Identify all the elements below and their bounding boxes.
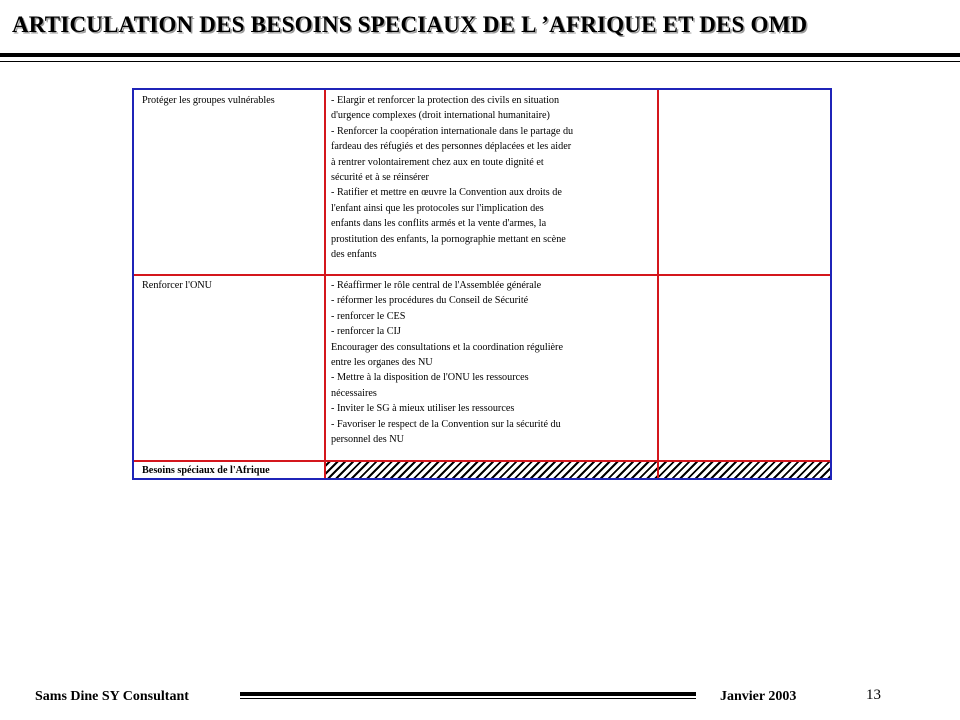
footer-divider-thin	[240, 698, 696, 699]
hatched-cell	[659, 462, 830, 478]
row-text-strengthen-un: - Réaffirmer le rôle central de l'Assemblée générale - réformer les procédures du Conseil de Sécurité - renforcer le CES - renforcer la CIJ Encourager des consultations et la coordination régulière entre les organes des NU - Mettre à la disposition de l'ONU les ressources nécessaires - Inviter le SG à mieux utiliser les ressources - Favoriser le respect de la Convention sur la sécurité du personnel des NU	[331, 280, 563, 446]
page-title: ARTICULATION DES BESOINS SPECIAUX DE L ’AFRIQUE ET DES OMD	[12, 12, 808, 37]
footer-author: Sams Dine SY Consultant	[35, 689, 189, 704]
title-divider-thin	[0, 61, 960, 62]
row-label-strengthen-un: Renforcer l'ONU	[142, 280, 213, 291]
hatched-cell	[326, 462, 657, 478]
row-label-vulnerable-groups: Protéger les groupes vulnérables	[142, 95, 275, 106]
needs-table	[132, 88, 832, 480]
row-divider	[134, 274, 830, 276]
column-divider	[324, 90, 326, 478]
row-label-africa-needs: Besoins spéciaux de l'Afrique	[142, 465, 270, 476]
page-number: 13	[866, 687, 881, 703]
title-divider-thick	[0, 53, 960, 57]
footer-date: Janvier 2003	[720, 689, 797, 704]
row-text-vulnerable-groups: - Elargir et renforcer la protection des civils en situation d'urgence complexes (droit international humanitaire) - Renforcer la coopération internationale dans le partage du fardeau des réfugiés et des personnes déplacées et les aider à rentrer volontairement chez aux en toute dignité et sécurité et à se réinsérer - Ratifier et mettre en œuvre la Convention aux droits de l'enfant ainsi que les protocoles sur l'implication des enfants dans les conflits armés et la vente d'armes, la prostitution des enfants, la pornographie mettant en scène des enfants	[331, 95, 574, 261]
footer-divider-thick	[240, 692, 696, 696]
column-divider	[657, 90, 659, 478]
